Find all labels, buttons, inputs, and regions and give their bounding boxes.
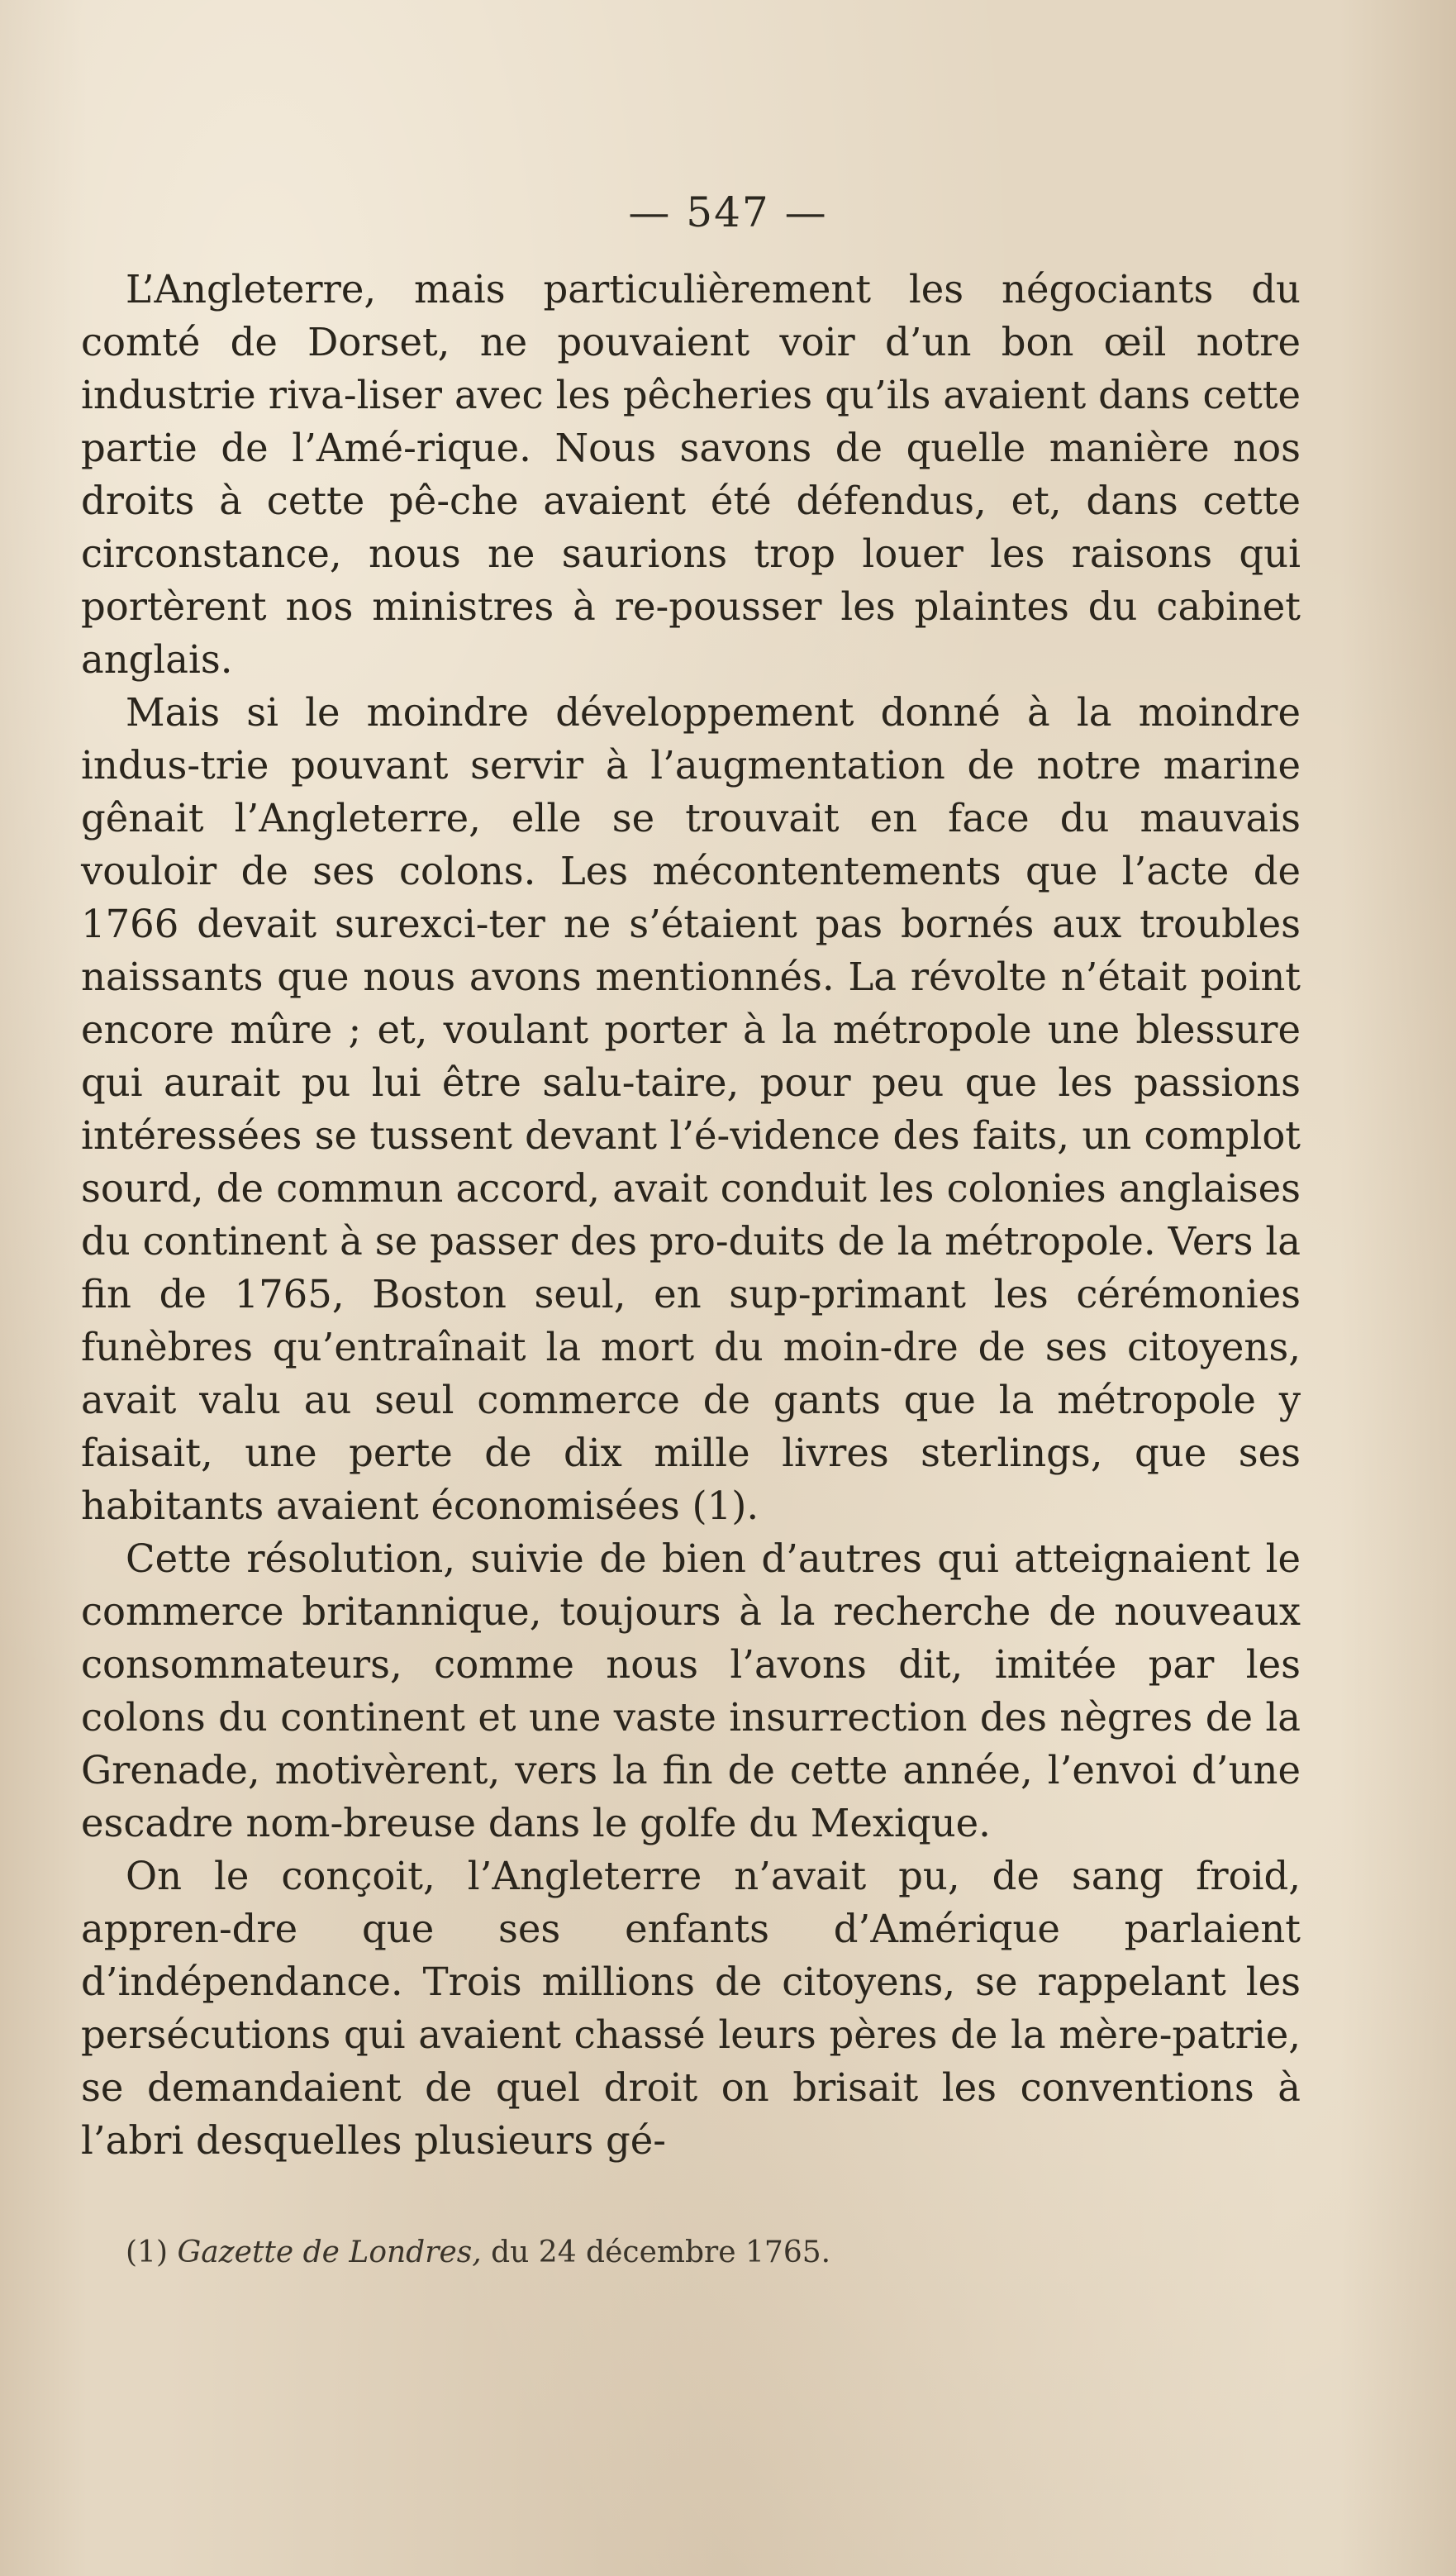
footnote-source: Gazette de Londres, [177,2236,482,2269]
footnote-marker: (1) [126,2236,168,2269]
paragraph-4: On le conçoit, l’Angleterre n’avait pu, de sang froid, appren-dre que ses enfants d’Amérique parlaient d’indépendance. Trois millions de citoyens, se rappelant les persécutions qui avaient chassé leurs pères de la mère-patrie, se demandaient de quel droit on brisait les conventions à l’abri desquelles plusieurs gé- [81,1854,1301,2163]
body-text [81,263,1301,2167]
page-number: — 547 — [628,188,828,236]
footnote [126,2233,1282,2273]
paragraph-1: L’Angleterre, mais particulièrement les négociants du comté de Dorset, ne pouvaient voir d’un bon œil notre industrie riva-liser avec les pêcheries qu’ils avaient dans cette partie de l’Amé-rique. Nous savons de quelle manière nos droits à cette pê-che avaient été défendus, et, dans cette circonstance, nous ne saurions trop louer les raisons qui portèrent nos ministres à re-pousser les plaintes du cabinet anglais. [81,267,1301,682]
footnote-text: du 24 décembre 1765. [491,2236,831,2269]
paragraph-2: Mais si le moindre développement donné à la moindre indus-trie pouvant servir à l’augmentation de notre marine gênait l’Angleterre, elle se trouvait en face du mauvais vouloir de ses colons. Les mécontentements que l’acte de 1766 devait surexci-ter ne s’étaient pas bornés aux troubles naissants que nous avons mentionnés. La révolte n’était point encore mûre ; et, voulant porter à la métropole une blessure qui aurait pu lui être salu-taire, pour peu que les passions intéressées se tussent devant l’é-vidence des faits, un complot sourd, de commun accord, avait conduit les colonies anglaises du continent à se passer des pro-duits de la métropole. Vers la fin de 1765, Boston seul, en sup-primant les cérémonies funèbres qu’entraînait la mort du moin-dre de ses citoyens, avait valu au seul commerce de gants que la métropole y faisait, une perte de dix mille livres sterlings, que ses habitants avaient économisées (1). [81,690,1301,1528]
paragraph-3: Cette résolution, suivie de bien d’autres qui atteignaient le commerce britannique, toujours à la recherche de nouveaux consommateurs, comme nous l’avons dit, imitée par les colons du continent et une vaste insurrection des nègres de la Grenade, motivèrent, vers la fin de cette année, l’envoi d’une escadre nom-breuse dans le golfe du Mexique. [81,1536,1301,1845]
